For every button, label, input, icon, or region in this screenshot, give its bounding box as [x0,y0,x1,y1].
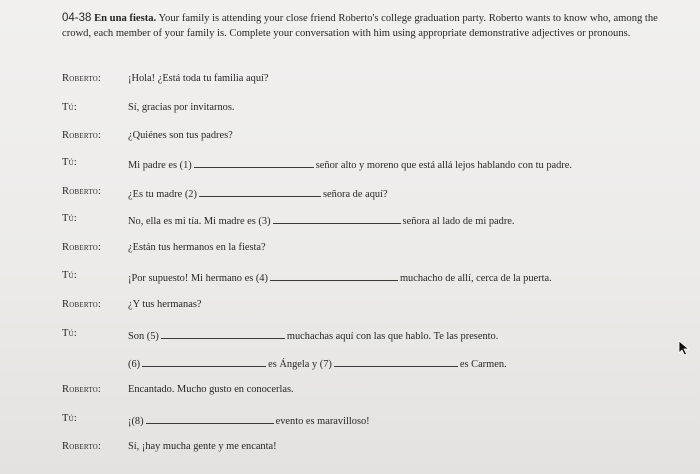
speaker-label: Tú: [62,328,78,339]
line-text-after: señor alto y moreno que está allá lejos hablando con tu padre. [315,160,572,171]
line-text-middle: es Ángela y (7) [268,359,332,370]
line-text-after: señora de aquí? [322,189,388,200]
answer-blank-2[interactable] [199,186,321,197]
line-text-after: muchachas aquí con las que hablo. Te las presento. [286,331,499,342]
speaker-label: Tú: [62,157,78,168]
speaker-label: Roberto: [62,441,102,452]
answer-blank-4[interactable] [270,270,398,281]
answer-blank-7[interactable] [334,356,458,367]
line-text-before: No, ella es mi tía. Mi madre es (3) [128,216,271,227]
line-text: Encantado. Mucho gusto en conocerlas. [128,384,294,395]
speaker-label: Roberto: [62,130,102,141]
line-text [128,356,507,370]
line-text-after: muchacho de allí, cerca de la puerta. [399,273,552,284]
answer-blank-6[interactable] [142,356,266,367]
line-text-after: señora al lado de mi padre. [402,216,515,227]
line-text-before: ¡(8) [128,416,144,427]
line-text [128,328,498,342]
line-text-before: (6) [128,359,141,370]
line-text: ¡Hola! ¿Está toda tu familia aquí? [128,73,269,84]
line-text [128,186,388,200]
line-text-before: ¿Es tu madre (2) [128,189,197,200]
speaker-label: Tú: [62,102,78,113]
exercise-title: En una fiesta. [94,13,157,24]
line-text-before: Mi padre es (1) [128,160,192,171]
answer-blank-3[interactable] [273,213,401,224]
answer-blank-8[interactable] [146,413,274,424]
line-text: Sí, ¡hay mucha gente y me encanta! [128,441,277,452]
speaker-label: Roberto: [62,299,102,310]
answer-blank-5[interactable] [161,328,285,339]
line-text-before: ¡Por supuesto! Mi hermano es (4) [128,273,268,284]
line-text-before: Son (5) [128,331,159,342]
line-text-after: es Carmen. [459,359,507,370]
line-text [128,213,515,227]
exercise-intro [62,11,682,42]
speaker-label: Roberto: [62,242,102,253]
exercise-number: 04-38 [62,12,92,24]
speaker-label: Tú: [62,413,78,424]
line-text [128,270,552,284]
speaker-label: Roberto: [62,73,102,84]
speaker-label: Tú: [62,213,78,224]
line-text: ¿Y tus hermanas? [128,299,202,310]
speaker-label: Tú: [62,270,78,281]
line-text: ¿Están tus hermanos en la fiesta? [128,242,266,253]
speaker-label: Roberto: [62,186,102,197]
answer-blank-1[interactable] [194,157,314,168]
line-text [128,413,370,427]
line-text: Sí, gracias por invitarnos. [128,102,235,113]
mouse-pointer-icon [678,340,690,356]
line-text [128,157,572,171]
line-text-after: evento es maravilloso! [275,416,370,427]
speaker-label: Roberto: [62,384,102,395]
exercise-instructions: Your family is attending your close friend Roberto's college graduation party. Roberto wants to know who, among the crowd, each member of your family is. Complete your conversation with him using appropriate demonstrative adjectives or pronouns. [62,13,658,39]
line-text: ¿Quiénes son tus padres? [128,130,233,141]
